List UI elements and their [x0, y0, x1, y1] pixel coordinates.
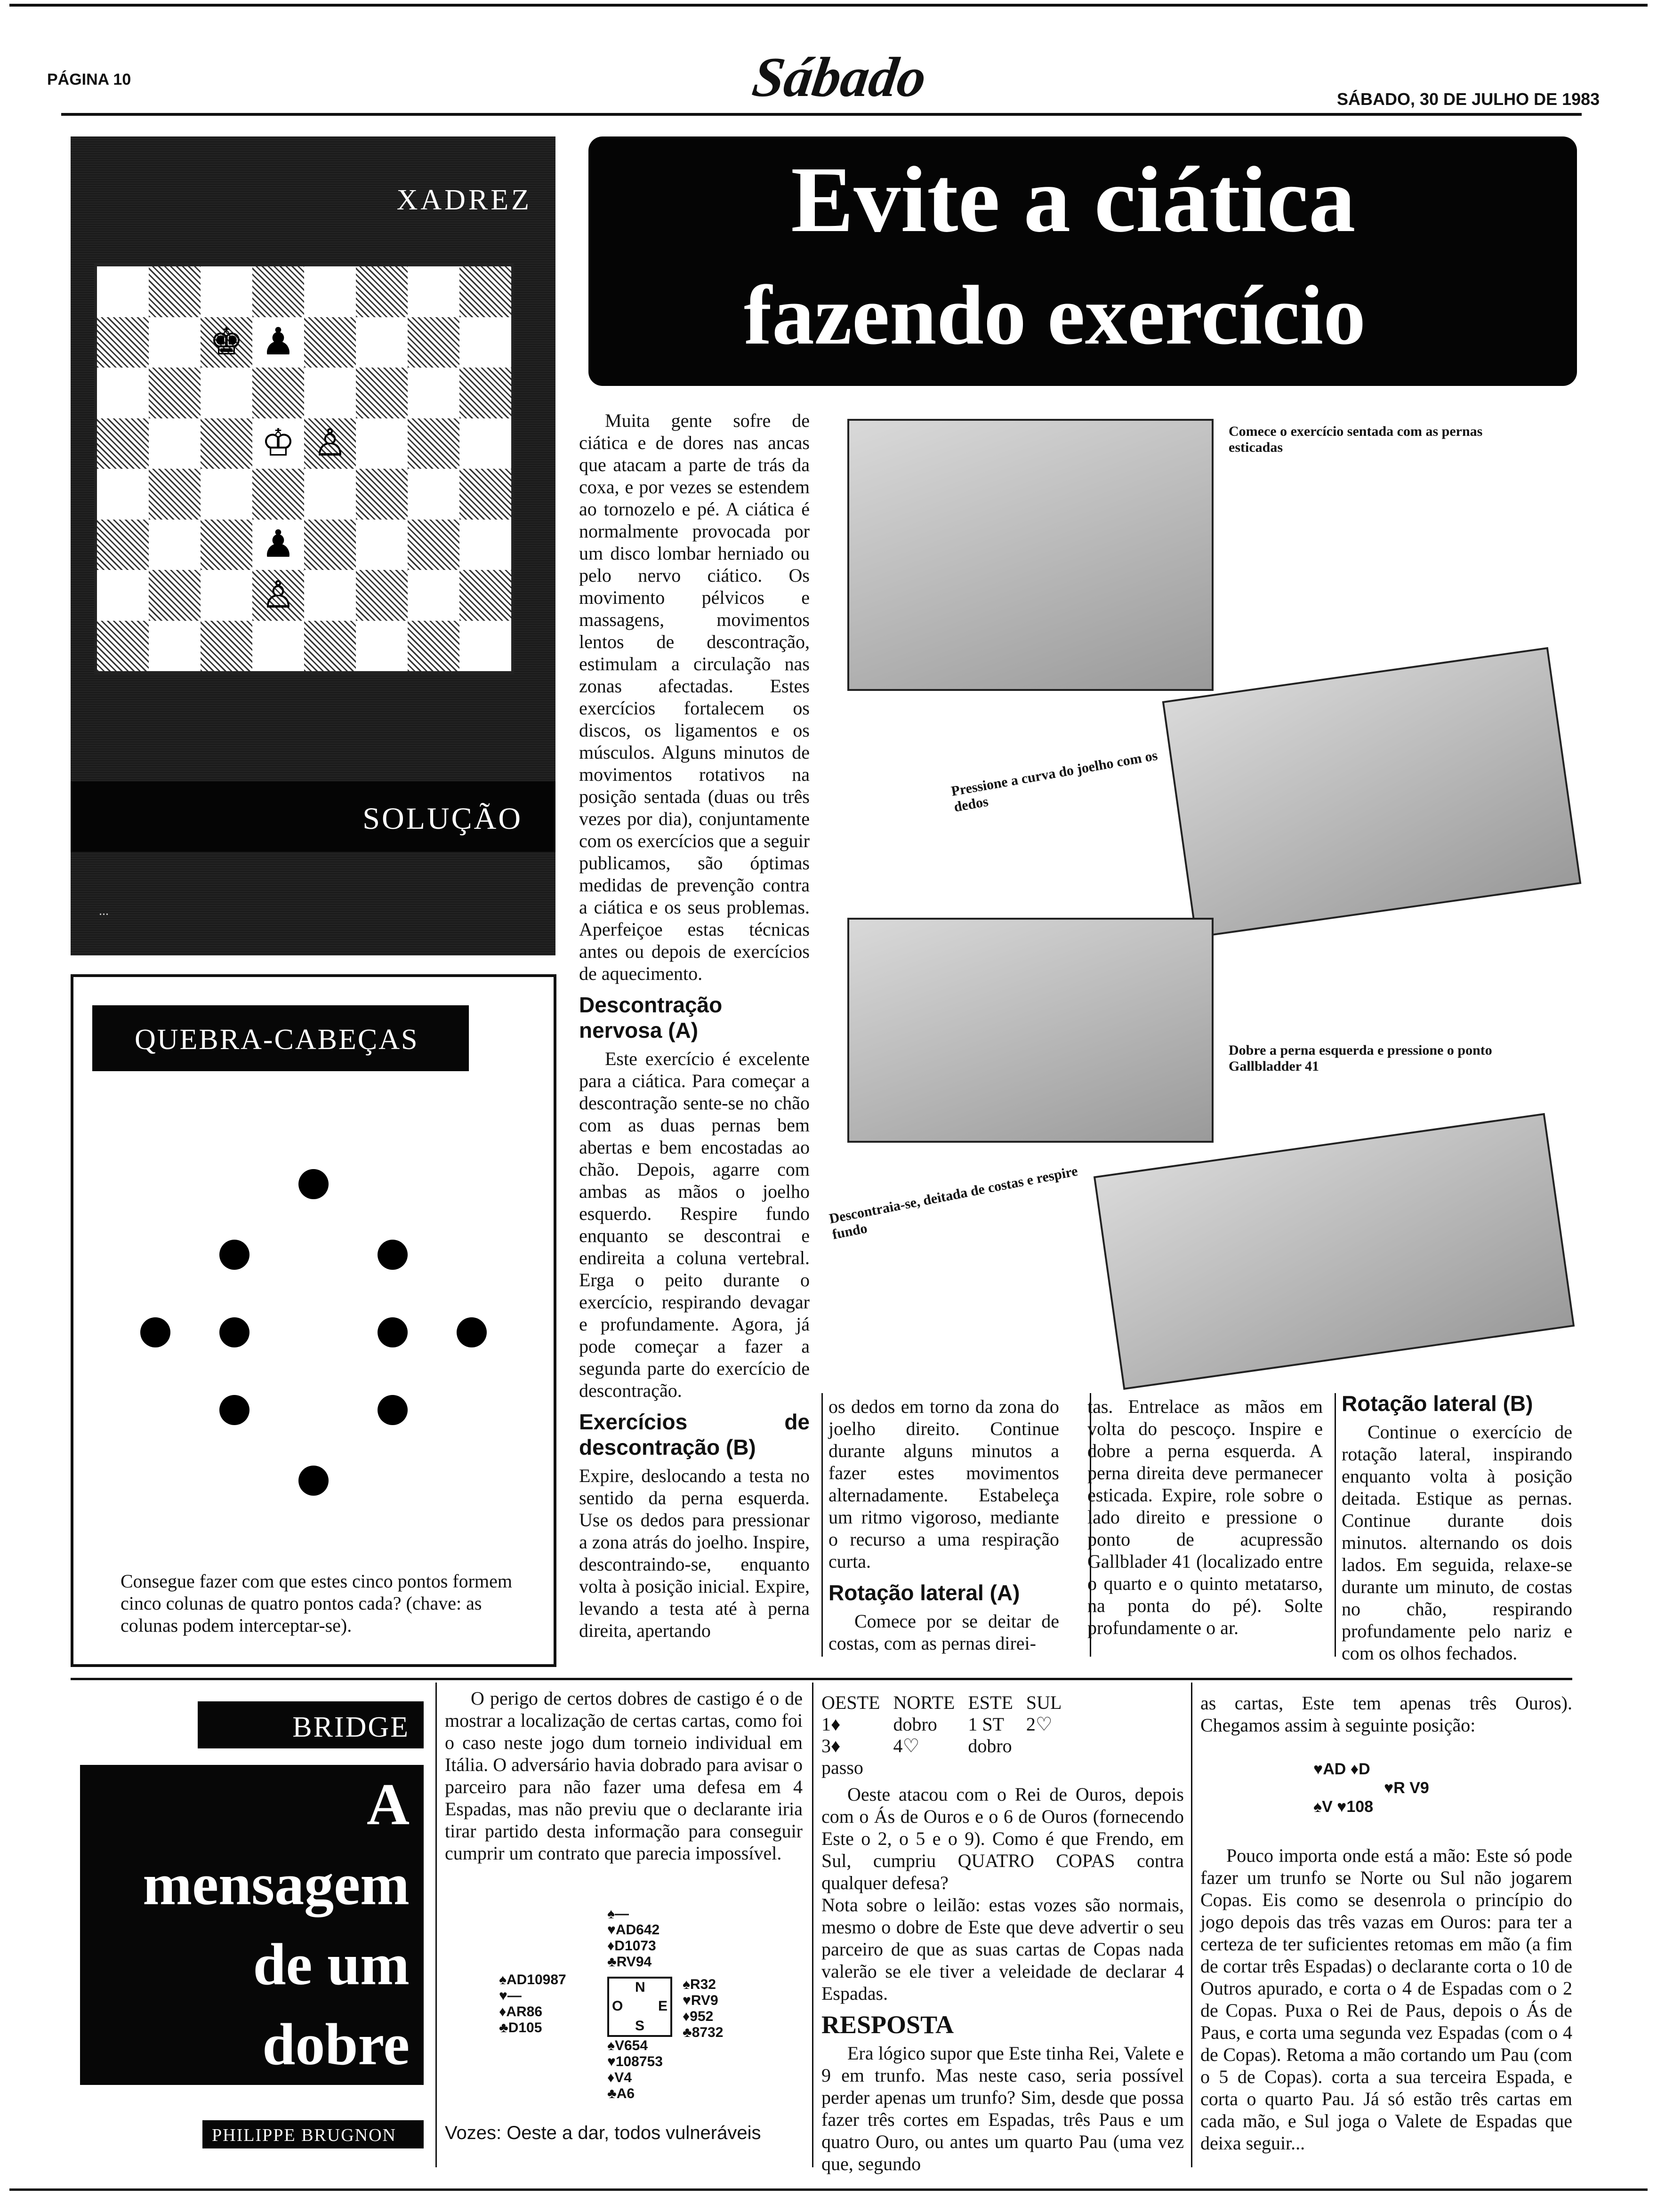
- puzzle-dot: [378, 1240, 408, 1270]
- chess-square: [304, 317, 356, 368]
- chess-square: [201, 368, 252, 418]
- chess-square: [252, 368, 304, 418]
- chess-board: [94, 264, 514, 674]
- chess-square: [459, 520, 511, 570]
- puzzle-dot: [378, 1317, 408, 1347]
- chess-square: [304, 520, 356, 570]
- chess-square: [201, 317, 252, 368]
- chess-square: [408, 570, 459, 621]
- chess-square: [149, 621, 201, 672]
- chess-piece: ♔: [261, 423, 295, 465]
- puzzle-dot: [140, 1317, 170, 1347]
- solution-bar: [71, 781, 555, 852]
- chess-square: [408, 520, 459, 570]
- compass: N O E S: [607, 1977, 672, 2037]
- chess-square: [304, 469, 356, 520]
- puzzle-dots: [116, 1156, 511, 1509]
- masthead: Sábado: [748, 46, 931, 108]
- chess-square: [459, 368, 511, 418]
- chess-square: [149, 368, 201, 418]
- chess-square: [149, 469, 201, 520]
- chess-square: [201, 570, 252, 621]
- chess-square: [97, 570, 149, 621]
- chess-square: [459, 317, 511, 368]
- chess-piece: ♚: [209, 321, 243, 363]
- bridge-author-bar: [202, 2120, 424, 2148]
- puzzle-dot: [298, 1466, 329, 1496]
- chess-square: [304, 418, 356, 469]
- puzzle-title: QUEBRA-CABEÇAS: [135, 1024, 419, 1056]
- chess-square: [356, 621, 408, 672]
- chess-square: [149, 266, 201, 317]
- article-intro: Muita gente sofre de ciática e de dores nas ancas que atacam a parte de trás da coxa, e por vezes se estendem ao tornozelo e pé. A ciática é normalmente provocada por um disco lombar herniado ou pelo nervo ciático. Os movimento pélvicos e massagens, movimentos lentos de descontração, estimulam a circulação nas zonas afectadas. Estes exercícios fortalecem os discos, os ligamentos e os músculos. Alguns minutos de movimentos rotativos na posição sentada (duas ou três vezes por dia), conjuntamente com os exercícios que a seguir publicamos, são óptimas medidas de prevenção contra a ciática e os seus problemas. Aperfeiçoe estas técnicas antes ou depois de exercícios de aquecimento. Descontração nervosa (A) Este exercício é excelente para a ciática. Para começar a descontração sente-se no chão com as duas pernas bem abertas e bem encostadas ao chão. Depois, agarre com ambas as mãos o joelho esquerdo. Respire fundo enquanto se descontrai e endireita a coluna vertebral. Erga o peito durante o exercício, respirando devagar e profundamente. Agora, já pode começar a fazer a segunda parte do exercício de descontração. Exercícios de descontração (B) Expire, deslocando a testa no sentido da perna esquerda. Use os dedos para pressionar a zona atrás do joelho. Inspire, descontraindo-se, enquanto volta à posição inicial. Expire, levando a testa até à perna direita, apertando: [579, 410, 810, 1641]
- headline-line1: Evite a ciática: [791, 148, 1356, 252]
- photo-exercise-1: [847, 419, 1214, 691]
- chess-square: [97, 418, 149, 469]
- puzzle-dot: [219, 1240, 249, 1270]
- chess-piece: ♟: [261, 524, 295, 566]
- resposta-title: RESPOSTA: [821, 2011, 954, 2039]
- chess-square: [408, 266, 459, 317]
- page-number: PÁGINA 10: [47, 71, 131, 88]
- chess-square: [459, 570, 511, 621]
- photo-exercise-2: [1162, 647, 1582, 938]
- chess-square: [252, 266, 304, 317]
- chess-square: [201, 418, 252, 469]
- chess-square: [252, 621, 304, 672]
- chess-square: [149, 570, 201, 621]
- article-col3: os dedos em torno da zona do joelho direito. Continue durante alguns minutos a fazer estes movimentos alternadamente. Estabeleça um ritmo vigoroso, mediante o recurso a uma respiração curta. Rotação lateral (A) Comece por se deitar de costas, com as pernas direi-: [828, 1396, 1059, 1654]
- chess-square: [252, 570, 304, 621]
- photo-exercise-4: [1094, 1113, 1575, 1390]
- caption-2: Pressione a curva do joelho com os dedos: [950, 747, 1159, 815]
- chess-square: [304, 368, 356, 418]
- hand-east: ♠R32 ♥RV9 ♦952 ♣8732: [683, 1977, 724, 2040]
- chess-square: [97, 621, 149, 672]
- chess-piece: ♙: [313, 423, 347, 465]
- puzzle-dot: [378, 1395, 408, 1425]
- chess-square: [252, 520, 304, 570]
- chess-square: [97, 317, 149, 368]
- puzzle-dot: [457, 1317, 487, 1347]
- hand-north: ♠— ♥AD642 ♦D1073 ♣RV94: [607, 1906, 660, 1970]
- chess-square: [252, 469, 304, 520]
- chess-square: [356, 570, 408, 621]
- chess-square: [408, 621, 459, 672]
- chess-square: [149, 520, 201, 570]
- headline-banner: [588, 136, 1577, 386]
- puzzle-dot: [219, 1317, 249, 1347]
- subhead-exercicios: Exercícios de descontração (B): [579, 1410, 810, 1459]
- chess-square: [408, 317, 459, 368]
- bridge-label: BRIDGE: [292, 1711, 410, 1743]
- chess-piece: ♙: [261, 574, 295, 616]
- chess-title: XADREZ: [396, 184, 532, 216]
- bridge-vozes: Vozes: Oeste a dar, todos vulneráveis: [445, 2123, 761, 2143]
- subhead-descontracao: Descontração nervosa (A): [579, 993, 723, 1042]
- chess-square: [459, 418, 511, 469]
- chess-square: [201, 621, 252, 672]
- puzzle-box: [71, 974, 556, 1667]
- chess-square: [252, 418, 304, 469]
- chess-square: [356, 520, 408, 570]
- bridge-col-mid: OESTE NORTE ESTE SUL 1♦ dobro 1 ST 2♡ 3♦ 4♡ dobro passo Oeste atacou com o Rei de Ouros, depois com o Ás de Ouros e o 6 de Ouros (fornecendo Este o 2, o 5 e o 9). Como é que Frendo, em Sul, cumpriu QUATRO COPAS contra qualquer defesa? Nota sobre o leilão: estas vozes são normais, mesmo o dobre de Este que deve advertir o seu parceiro de que as suas cartas de Copas nada valerão se ele tiver a veleidade de declarar 4 Espadas. RESPOSTA Era lógico supor que Este tinha Rei, Valete e 9 em trunfo. Mas neste caso, seria possível perder apenas um trunfo? Sim, desde que possa fazer três cortes em Espadas, três Paus e um quatro Ouro, ou antes um quarto Pau (uma vez que, segundo: [821, 1692, 1184, 2174]
- chess-square: [408, 469, 459, 520]
- photo-exercise-3: [847, 918, 1214, 1143]
- chess-square: [97, 266, 149, 317]
- bridge-title: A mensagem de um dobre: [143, 1772, 410, 2077]
- end-position: ♥AD ♦D ♥R V9 ♠V ♥108: [1313, 1760, 1429, 1816]
- bridge-rule: [71, 1678, 1572, 1680]
- chess-piece: ♟: [261, 321, 295, 363]
- article-col4: tas. Entrelace as mãos em volta do pescoço. Inspire e dobre a perna esquerda. A perna direita deve permanecer esticada. Expire, role sobre o lado direito e pressione o ponto de acupressão Gallblader 41 (localizado entre o quarto e o quinto metatarso, na ponta do pé). Solte profundamente o ar.: [1087, 1396, 1323, 1638]
- headline-line2: fazendo exercício: [744, 268, 1366, 362]
- chess-square: [97, 469, 149, 520]
- subhead-rotacao-b: Rotação lateral (B): [1342, 1391, 1533, 1416]
- puzzle-title-bar: [92, 1005, 469, 1071]
- chess-square: [408, 368, 459, 418]
- chess-square: [149, 317, 201, 368]
- hand-west: ♠AD10987 ♥— ♦AR86 ♣D105: [499, 1972, 566, 2036]
- puzzle-dot: [298, 1169, 329, 1199]
- bridge-label-bar: [198, 1701, 424, 1748]
- puzzle-question: Consegue fazer com que estes cinco pontos formem cinco colunas de quatro pontos cada? (chave: as colunas podem interceptar-se).: [121, 1571, 512, 1636]
- chess-square: [304, 621, 356, 672]
- article-col5: Rotação lateral (B) Continue o exercício de rotação lateral, inspirando enquanto volta à posição deitada. Estique as pernas. Continue durante dois minutos. alternando os dois lados. Em seguida, relaxe-se durante um minuto, de costas no chão, respirando profundamente pelo nariz e com os olhos fechados.: [1342, 1391, 1572, 1664]
- chess-square: [97, 520, 149, 570]
- solution-text: ...: [99, 904, 109, 918]
- bottom-border: [9, 2188, 1648, 2191]
- top-border: [9, 4, 1648, 7]
- chess-square: [252, 317, 304, 368]
- solution-title: SOLUÇÃO: [362, 801, 523, 836]
- puzzle-dot: [219, 1395, 249, 1425]
- caption-1: Comece o exercício sentada com as pernas esticadas: [1229, 424, 1483, 455]
- chess-square: [459, 266, 511, 317]
- caption-4: Descontraia-se, deitada de costas e respire fundo: [828, 1163, 1079, 1242]
- chess-square: [201, 469, 252, 520]
- chess-square: [356, 266, 408, 317]
- chess-square: [356, 317, 408, 368]
- chess-square: [459, 621, 511, 672]
- chess-square: [356, 368, 408, 418]
- auction-table: OESTE NORTE ESTE SUL 1♦ dobro 1 ST 2♡ 3♦ 4♡ dobro passo: [821, 1692, 1062, 1778]
- bridge-intro: O perigo de certos dobres de castigo é o de mostrar a localização de certas cartas, como foi o caso neste jogo dum torneio individual em Itália. O adversário havia dobrado para avisar o parceiro para não fazer uma defesa em 4 Espadas, mas não previu que o declarante iria tirar partido desta informação para conseguir cumprir um contrato que parecia impossível.: [445, 1688, 803, 1864]
- bridge-title-block: [80, 1765, 424, 2085]
- bridge-author: PHILIPPE BRUGNON: [212, 2125, 396, 2145]
- bridge-col-right: as cartas, Este tem apenas três Ouros). Chegamos assim à seguinte posição: ♥AD ♦D ♥R V9 ♠V ♥108 Pouco importa onde está a mão: Este só pode fazer um trunfo se Norte ou Sul não jogarem Copas. Eis como se desenrola o princípio do jogo depois das três vazas em Ouros: para ter a certeza de ter suficientes retomas em mão (a fim de cortar três Espadas) o declarante corta o 10 de Outros apurado, e corta o 4 de Espadas com o 2 de Copas. Puxa o Rei de Paus, depois o Ás de Paus, e corta uma segunda vez Espadas (com o 4 de Copas). Retoma a mão cortando um Pau (com o 5 de Copas). corta a sua terceira Espada, e corta o quarto Pau. Já só estão três cartas em cada mão, e Sul joga o Valete de Espadas que deixa seguir...: [1200, 1692, 1572, 2154]
- header-date: SÁBADO, 30 DE JULHO DE 1983: [1337, 89, 1600, 109]
- chess-square: [97, 368, 149, 418]
- chess-square: [356, 418, 408, 469]
- chess-square: [201, 266, 252, 317]
- chess-square: [356, 469, 408, 520]
- chess-square: [149, 418, 201, 469]
- header-rule: [61, 113, 1582, 116]
- chess-square: [408, 418, 459, 469]
- chess-square: [459, 469, 511, 520]
- caption-3: Dobre a perna esquerda e pressione o ponto Gallbladder 41: [1229, 1042, 1492, 1074]
- hand-south: ♠V654 ♥108753 ♦V4 ♣A6: [607, 2038, 663, 2101]
- subhead-rotacao-a: Rotação lateral (A): [828, 1580, 1020, 1605]
- chess-square: [304, 570, 356, 621]
- chess-square: [304, 266, 356, 317]
- chess-square: [201, 520, 252, 570]
